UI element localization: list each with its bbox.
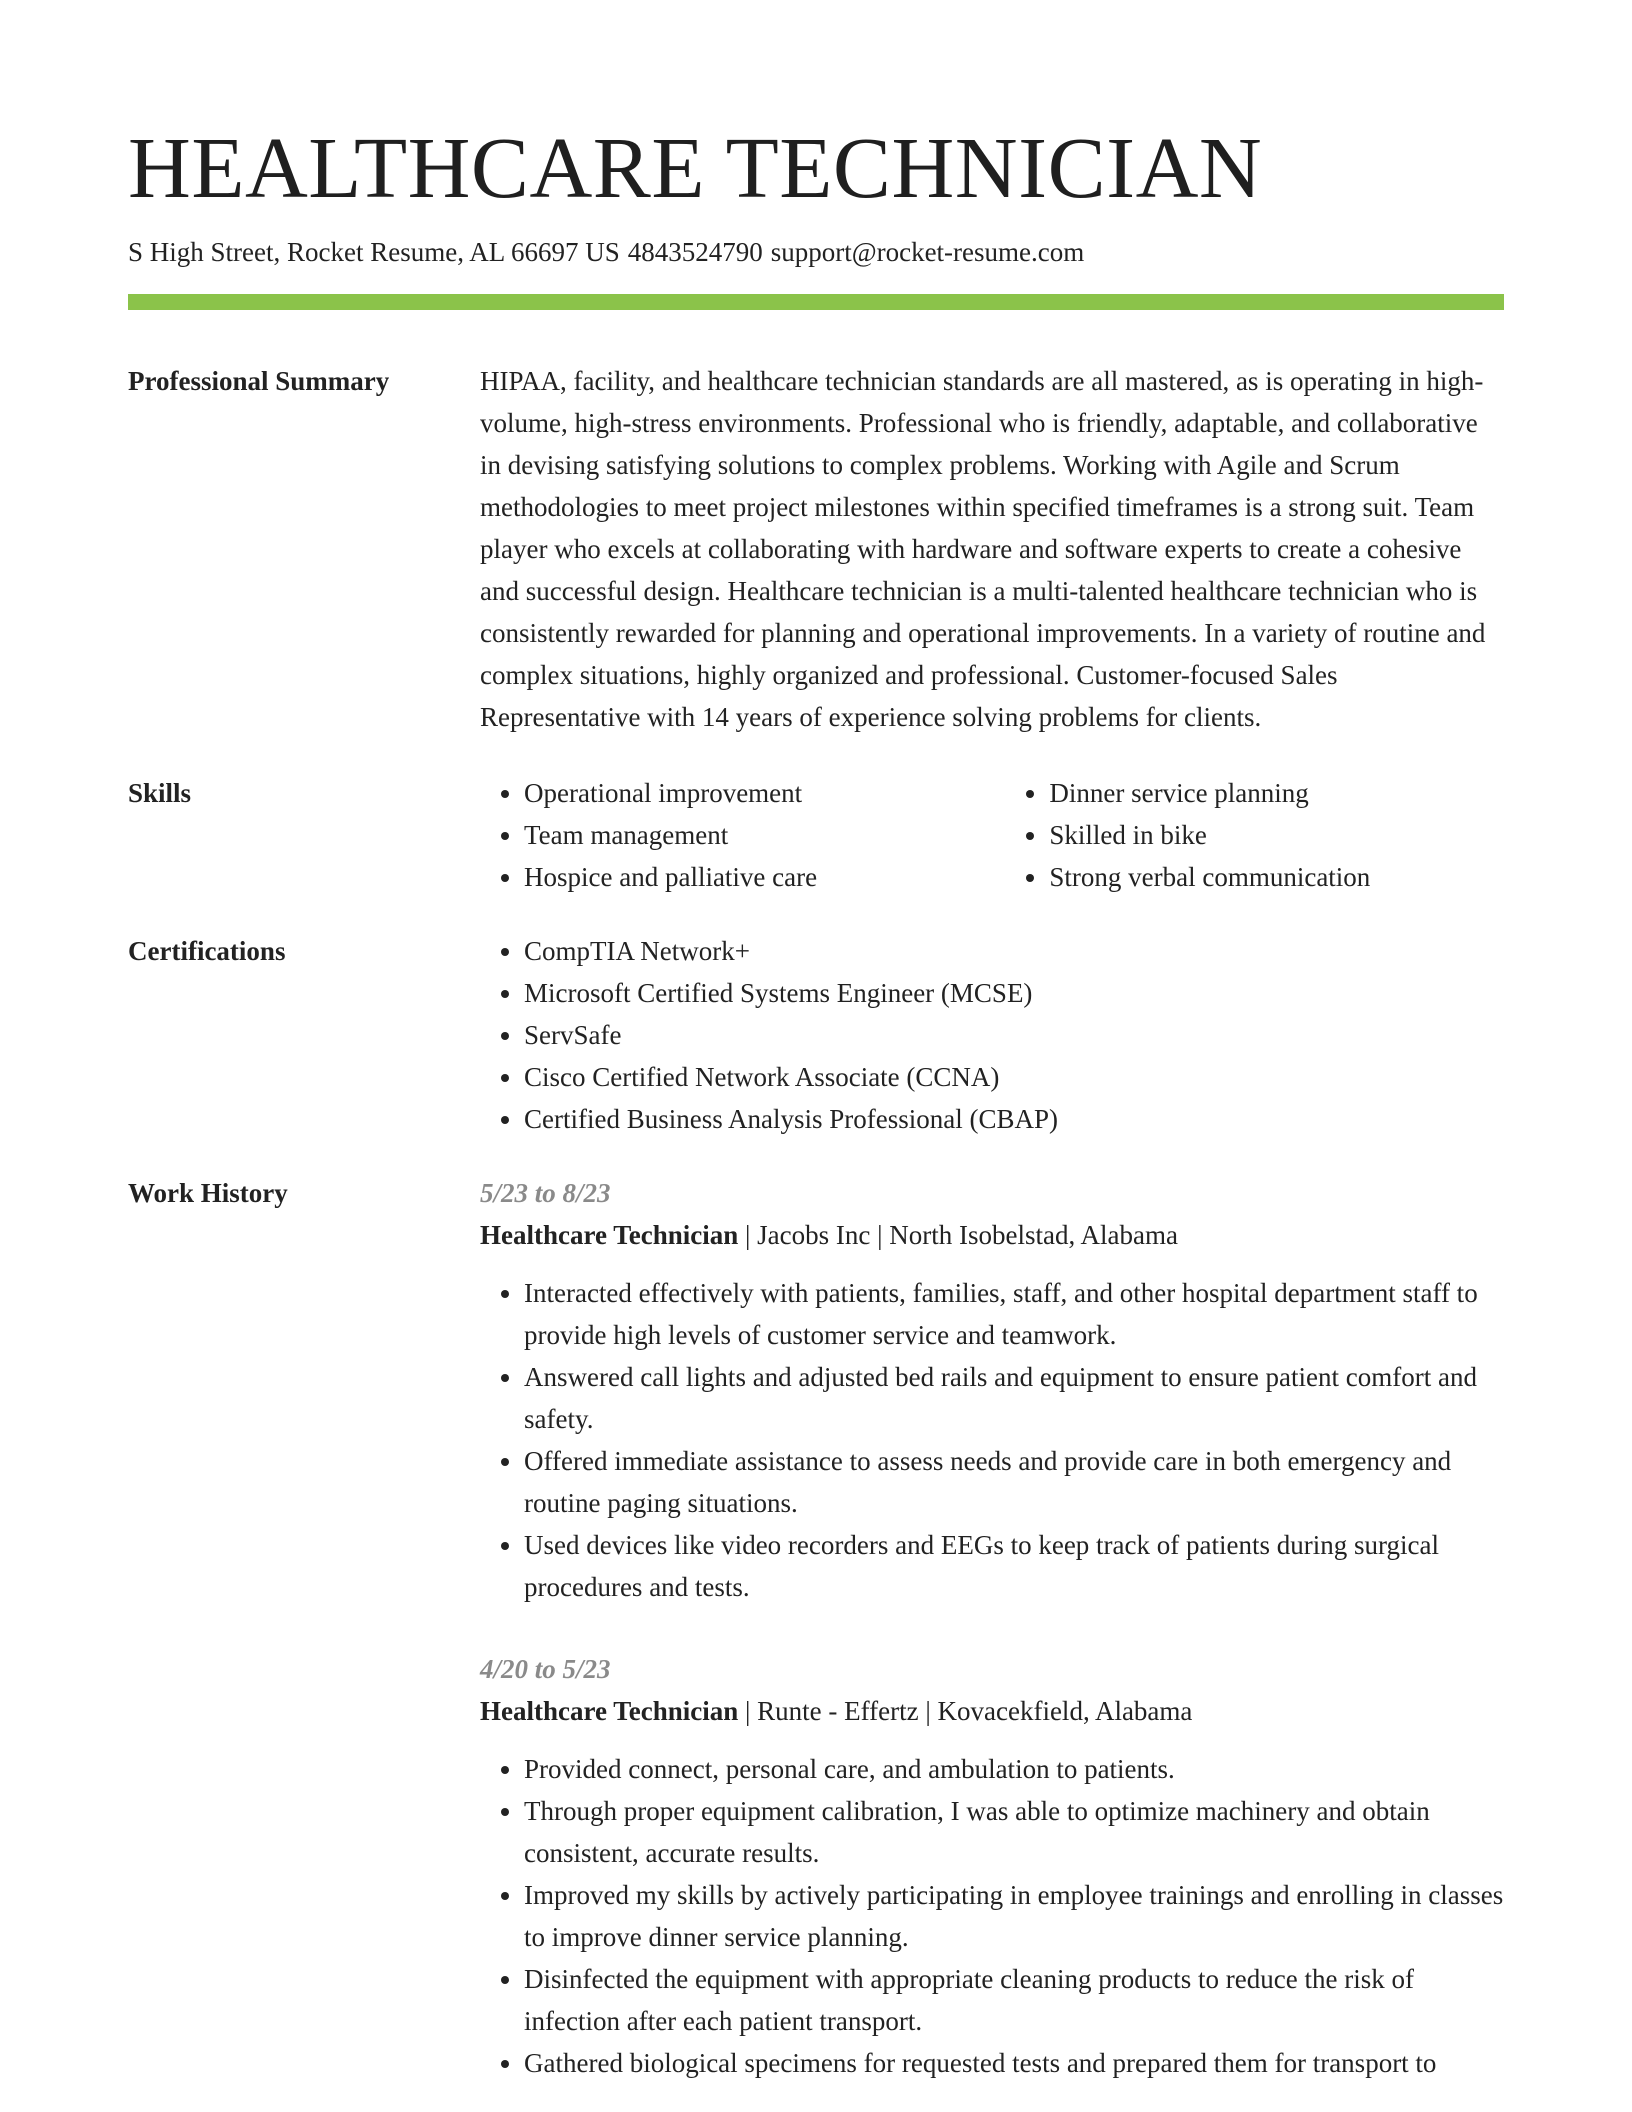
contact-line xyxy=(128,236,1504,268)
skill-item: • Hospice and palliative care xyxy=(524,856,1005,898)
job-bullet: • Used devices like video recorders and EEGs to keep track of patients during surgical procedures and tests. xyxy=(524,1524,1504,1608)
job-bullet: • Answered call lights and adjusted bed rails and equipment to ensure patient comfort and safety. xyxy=(524,1356,1504,1440)
job-entry xyxy=(480,1172,1504,1608)
work-history-section xyxy=(128,1172,1504,2084)
certification-item: • Microsoft Certified Systems Engineer (MCSE) xyxy=(524,972,1504,1014)
contact-phone: 4843524790 xyxy=(627,237,763,267)
section-title-work-history: Work History xyxy=(128,1178,288,1208)
job-dates: 4/20 to 5/23 xyxy=(480,1654,611,1684)
job-bullet: • Improved my skills by actively participating in employee trainings and enrolling in classes to improve dinner service planning. xyxy=(524,1874,1504,1958)
summary-section xyxy=(128,360,1504,738)
job-bullet: • Interacted effectively with patients, families, staff, and other hospital department staff to provide high levels of customer service and teamwork. xyxy=(524,1272,1504,1356)
contact-email: support@rocket-resume.com xyxy=(770,237,1085,267)
job-bullets xyxy=(480,1748,1504,2084)
skill-item: • Skilled in bike xyxy=(1049,814,1504,856)
certification-item: • Certified Business Analysis Professional (CBAP) xyxy=(524,1098,1504,1140)
job-details: | Runte - Effertz | Kovacekfield, Alabama xyxy=(738,1696,1193,1726)
job-bullet: • Offered immediate assistance to assess needs and provide care in both emergency and routine paging situations. xyxy=(524,1440,1504,1524)
skills-section xyxy=(128,772,1504,898)
section-title-summary: Professional Summary xyxy=(128,366,390,396)
summary-text: HIPAA, facility, and healthcare technician standards are all mastered, as is operating in high-volume, high-stress environments. Professional who is friendly, adaptable, and collaborative in devising satisfying solutions to complex problems. Working with Agile and Scrum methodologies to meet project milestones within specified timeframes is a strong suit. Team player who excels at collaborating with hardware and software experts to create a cohesive and successful design. Healthcare technician is a multi-talented healthcare technician who is consistently rewarded for planning and operational improvements. In a variety of routine and complex situations, highly organized and professional. Customer-focused Sales Representative with 14 years of experience solving problems for clients. xyxy=(480,366,1486,732)
section-title-certifications: Certifications xyxy=(128,936,286,966)
certifications-section xyxy=(128,930,1504,1140)
job-bullet: • Gathered biological specimens for requested tests and prepared them for transport to xyxy=(524,2042,1504,2084)
certification-item: • CompTIA Network+ xyxy=(524,930,1504,972)
job-details: | Jacobs Inc | North Isobelstad, Alabama xyxy=(738,1220,1178,1250)
skill-item: • Operational improvement xyxy=(524,772,1005,814)
skill-item: • Team management xyxy=(524,814,1005,856)
job-bullet: • Provided connect, personal care, and ambulation to patients. xyxy=(524,1748,1504,1790)
job-dates: 5/23 to 8/23 xyxy=(480,1178,611,1208)
job-entry xyxy=(480,1648,1504,2084)
certification-item: • ServSafe xyxy=(524,1014,1504,1056)
certifications-list xyxy=(480,930,1504,1140)
job-bullet: • Disinfected the equipment with appropriate cleaning products to reduce the risk of infection after each patient transport. xyxy=(524,1958,1504,2042)
job-title: Healthcare Technician xyxy=(480,1696,739,1726)
job-bullet: • Through proper equipment calibration, I was able to optimize machinery and obtain consistent, accurate results. xyxy=(524,1790,1504,1874)
resume-name: HEALTHCARE TECHNICIAN xyxy=(128,119,1263,216)
skill-item: • Strong verbal communication xyxy=(1049,856,1504,898)
skills-list-right xyxy=(1005,772,1504,898)
skill-item: • Dinner service planning xyxy=(1049,772,1504,814)
job-heading xyxy=(480,1214,1504,1256)
contact-address: S High Street, Rocket Resume, AL 66697 US xyxy=(128,237,620,267)
job-heading xyxy=(480,1690,1504,1732)
section-title-skills: Skills xyxy=(128,778,192,808)
resume-page xyxy=(128,0,1504,2084)
job-bullets xyxy=(480,1272,1504,1608)
certification-item: • Cisco Certified Network Associate (CCNA) xyxy=(524,1056,1504,1098)
skills-list-left xyxy=(480,772,1005,898)
accent-divider xyxy=(128,294,1504,310)
job-title: Healthcare Technician xyxy=(480,1220,739,1250)
